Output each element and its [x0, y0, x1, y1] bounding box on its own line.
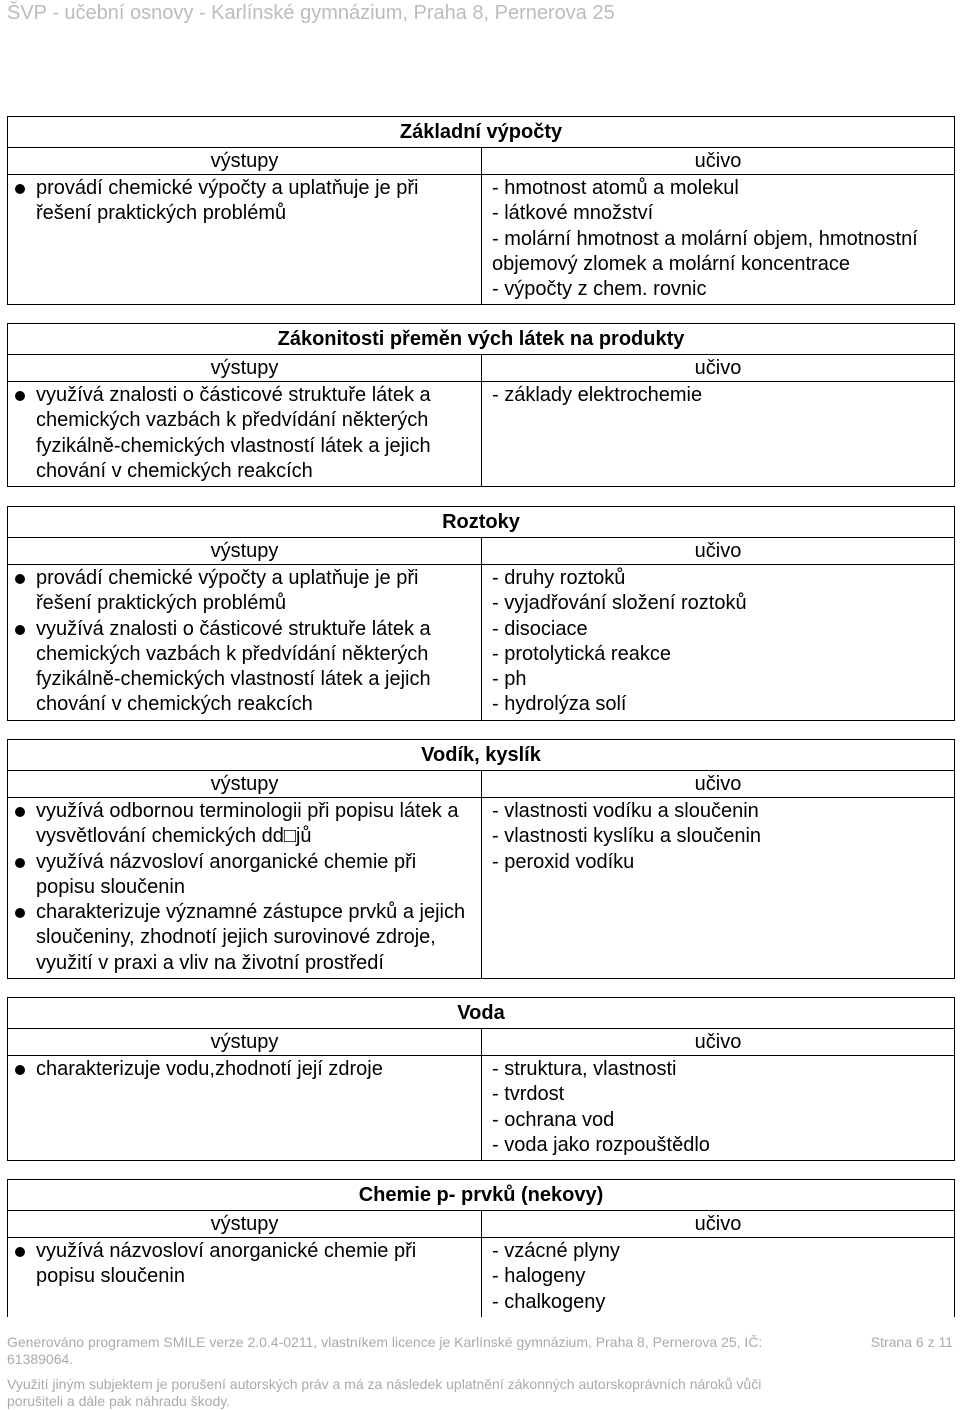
outputs-header: výstupy	[8, 1211, 481, 1238]
output-item: charakterizuje významné zástupce prvků a jejich sloučeniny, zhodnotí jejich surovinové zdroje, využití v praxi a vliv na životní prostředí	[12, 900, 477, 976]
content-header: učivo	[482, 148, 954, 175]
outputs-header: výstupy	[8, 538, 481, 565]
section-title: Roztoky	[8, 507, 954, 538]
section-title: Základní výpočty	[8, 117, 954, 148]
section-vodik-kyslik	[7, 739, 955, 979]
content-item: - peroxid vodíku	[492, 850, 635, 873]
section-title: Voda	[8, 998, 954, 1029]
section-chemie-p-prvku	[7, 1179, 955, 1317]
content-header: učivo	[482, 538, 954, 565]
content-item: - disociace	[492, 617, 588, 640]
content-item: - hmotnost atomů a molekul	[492, 177, 739, 199]
footer-copyright: Využití jiným subjektem je porušení autorských práv a má za následek uplatnění zákonných autorskoprávních nároků vůči porušiteli a dále pak náhradu škody.	[7, 1376, 762, 1409]
content-header: učivo	[482, 355, 954, 382]
outputs-header: výstupy	[8, 355, 481, 382]
outputs-header: výstupy	[8, 1029, 481, 1056]
content-item: - vlastnosti kyslíku a sloučenin	[492, 825, 762, 848]
content-item: - ph	[492, 668, 527, 691]
content-item: - tvrdost	[492, 1083, 565, 1106]
content-item: - halogeny	[492, 1265, 586, 1288]
output-item: využívá znalosti o částicové struktuře látek a chemických vazbách k předvídání některých fyzikálně-chemických vlastností látek a jejich chování v chemických reakcích	[12, 617, 477, 718]
footer-generated-text: Generováno programem SMILE verze 2.0.4-0211, vlastníkem licence je Karlínské gymnázium, Praha 8, Pernerova 25, IČ: 61389064.	[7, 1334, 763, 1367]
section-zakonitosti	[7, 323, 955, 487]
content-item: - ochrana vod	[492, 1108, 615, 1131]
outputs-header: výstupy	[8, 148, 481, 175]
content-item: - molární hmotnost a molární objem, hmotnostní objemový zlomek a molární koncentrace	[492, 227, 918, 275]
content-item: - vzácné plyny	[492, 1240, 620, 1262]
content-item: - vyjadřování složení roztoků	[492, 592, 747, 615]
content-item: - protolytická reakce	[492, 642, 671, 665]
output-item: provádí chemické výpočty a uplatňuje je při řešení praktických problémů	[12, 566, 477, 617]
output-item: provádí chemické výpočty a uplatňuje je při řešení praktických problémů	[12, 176, 477, 227]
output-item: využívá odbornou terminologii při popisu látek a vysvětlování chemických dd□jů	[12, 799, 477, 850]
content-item: - druhy roztoků	[492, 567, 626, 589]
output-item: využívá znalosti o částicové struktuře látek a chemických vazbách k předvídání některých fyzikálně-chemických vlastností látek a jejich chování v chemických reakcích	[12, 383, 477, 484]
content-header: učivo	[482, 771, 954, 798]
output-item: charakterizuje vodu,zhodnotí její zdroje	[12, 1057, 477, 1082]
content-header: učivo	[482, 1029, 954, 1056]
section-roztoky	[7, 506, 955, 721]
output-item: využívá názvosloví anorganické chemie při popisu sloučenin	[12, 850, 477, 901]
content-item: - chalkogeny	[492, 1290, 606, 1313]
content-header: učivo	[482, 1211, 954, 1238]
content-item: - hydrolýza solí	[492, 693, 627, 716]
section-title: Zákonitosti přeměn vých látek na produkty	[8, 324, 954, 355]
section-zakladni-vypocty	[7, 116, 955, 305]
content-item: - výpočty z chem. rovnic	[492, 278, 707, 301]
content-item: - voda jako rozpouštědlo	[492, 1133, 710, 1156]
section-title: Chemie p- prvků (nekovy)	[8, 1180, 954, 1211]
content-item: - struktura, vlastnosti	[492, 1058, 677, 1080]
content-item: - látkové množství	[492, 202, 654, 225]
output-item: využívá názvosloví anorganické chemie při popisu sloučenin	[12, 1239, 477, 1290]
outputs-header: výstupy	[8, 771, 481, 798]
document-header-title: ŠVP - učební osnovy - Karlínské gymnázium, Praha 8, Pernerova 25	[7, 2, 615, 24]
content-item: - vlastnosti vodíku a sloučenin	[492, 800, 759, 822]
content-item: - základy elektrochemie	[492, 384, 703, 406]
section-voda	[7, 997, 955, 1161]
footer-page-number: Strana 6 z 11	[870, 1334, 953, 1350]
section-title: Vodík, kyslík	[8, 740, 954, 771]
